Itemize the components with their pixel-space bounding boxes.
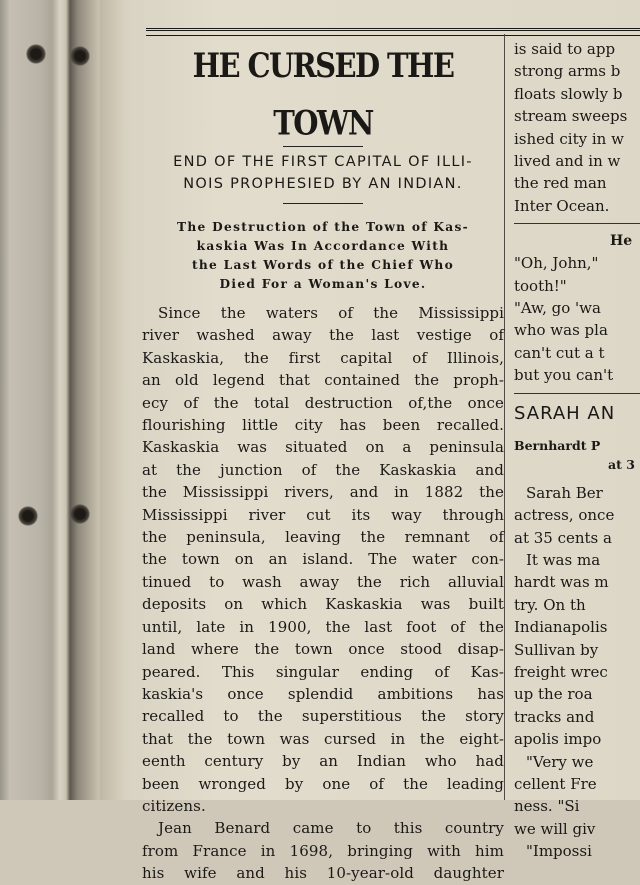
side-line: floats slowly b: [514, 84, 623, 103]
side-deck-line: Bernhardt P: [514, 437, 601, 453]
subhead-line: NOIS PROPHESIED BY AN INDIAN.: [183, 176, 463, 192]
body-line: kaskia's once splendid ambitions has: [142, 684, 504, 703]
side-small-heading: He: [610, 233, 633, 250]
side-line: "Oh, John,": [514, 254, 599, 273]
side-line: lived and in w: [514, 152, 621, 171]
body-line: deposits on which Kaskaskia was built: [142, 595, 504, 614]
deck-line: Died For a Woman's Love.: [219, 277, 427, 291]
body-line: the town on an island. The water con-: [142, 550, 504, 569]
article-column: [142, 44, 504, 885]
body-line: Since the waters of the Mississippi: [158, 304, 504, 322]
side-line: Indianapolis: [514, 618, 608, 637]
side-line: "Very we: [526, 752, 594, 771]
body-line: eenth century by an Indian who had: [142, 752, 504, 771]
body-line: that the town was cursed in the eight-: [142, 729, 504, 748]
side-section-title: SARAH AN: [514, 402, 616, 424]
body-line: land where the town once stood disap-: [142, 640, 504, 659]
side-line: we will giv: [514, 819, 596, 838]
body-line: Kaskaskia, the first capital of Illinois,: [142, 348, 504, 367]
side-line: freight wrec: [514, 662, 608, 681]
side-line: the red man: [514, 174, 607, 193]
body-line: flourishing little city has been recalled.: [142, 416, 504, 435]
side-line: tracks and: [514, 707, 595, 726]
article-headline: HE CURSED THE TOWN: [192, 45, 454, 143]
side-line: Inter Ocean.: [514, 196, 610, 215]
side-line: actress, once: [514, 506, 615, 525]
body-line: at the junction of the Kaskaskia and: [142, 460, 504, 479]
side-gap: [514, 474, 640, 482]
body-line: tinued to wash away the rich alluvial: [142, 572, 504, 591]
article-body: [142, 302, 504, 885]
subhead-line: END OF THE FIRST CAPITAL OF ILLI-: [173, 154, 473, 170]
body-line: been wronged by one of the leading: [142, 774, 504, 793]
side-line: strong arms b: [514, 62, 621, 81]
side-line: who was pla: [514, 321, 608, 340]
side-line: Sarah Ber: [526, 483, 603, 502]
body-line: Kaskaskia was situated on a peninsula: [142, 438, 504, 457]
article-deck: [142, 218, 504, 294]
deck-line: The Destruction of the Town of Kas-: [177, 220, 469, 234]
binding-hole-top-left: [26, 44, 46, 64]
side-line: cellent Fre: [514, 774, 597, 793]
body-line: ecy of the total destruction of,the once: [142, 393, 504, 412]
side-line: hardt was m: [514, 573, 609, 592]
side-line: ness. "Si: [514, 797, 580, 816]
side-line: is said to app: [514, 40, 616, 58]
side-line: but you can't: [514, 366, 614, 385]
side-rule: [514, 393, 640, 394]
side-line: stream sweeps: [514, 107, 628, 126]
body-line: river washed away the last vestige of: [142, 326, 504, 345]
side-line: Sullivan by: [514, 640, 599, 659]
masthead-rule: [146, 28, 640, 36]
body-line: the Mississippi rivers, and in 1882 the: [142, 483, 504, 502]
binding-hole-bottom-left: [18, 506, 38, 526]
side-line: "Aw, go 'wa: [514, 299, 601, 318]
side-rule: [514, 223, 640, 224]
side-line: tooth!": [514, 276, 567, 295]
binding-hole-bottom-right: [70, 504, 90, 524]
subhead-rule: [283, 203, 363, 204]
body-line: Jean Benard came to this country: [158, 819, 504, 838]
side-line: "Impossi: [526, 842, 592, 861]
body-line: until, late in 1900, the last foot of the: [142, 617, 504, 636]
deck-line: kaskia Was In Accordance With: [196, 239, 450, 253]
body-line: recalled to the superstitious the story: [142, 707, 504, 726]
body-line: Mississippi river cut its way through: [142, 505, 504, 524]
side-line: can't cut a t: [514, 343, 605, 362]
binding-hole-top-right: [70, 46, 90, 66]
body-line: peared. This singular ending of Kas-: [142, 662, 504, 681]
article-subhead: [142, 151, 504, 195]
side-line: at 35 cents a: [514, 528, 612, 547]
body-line: citizens.: [142, 796, 206, 815]
side-deck-line: at 3: [608, 456, 635, 472]
adjacent-column: [514, 38, 640, 863]
body-line: his wife and his 10-year-old daughter: [142, 864, 504, 883]
side-line: try. On th: [514, 595, 586, 614]
side-line: It was ma: [526, 550, 601, 569]
column-divider: [504, 34, 505, 800]
deck-line: the Last Words of the Chief Who: [191, 258, 455, 272]
body-line: from France in 1698, bringing with him: [142, 841, 504, 860]
body-line: the peninsula, leaving the remnant of: [142, 528, 504, 547]
body-line: an old legend that contained the proph-: [142, 371, 504, 390]
side-line: ished city in w: [514, 129, 624, 148]
side-line: up the roa: [514, 685, 593, 704]
side-line: apolis impo: [514, 730, 602, 749]
